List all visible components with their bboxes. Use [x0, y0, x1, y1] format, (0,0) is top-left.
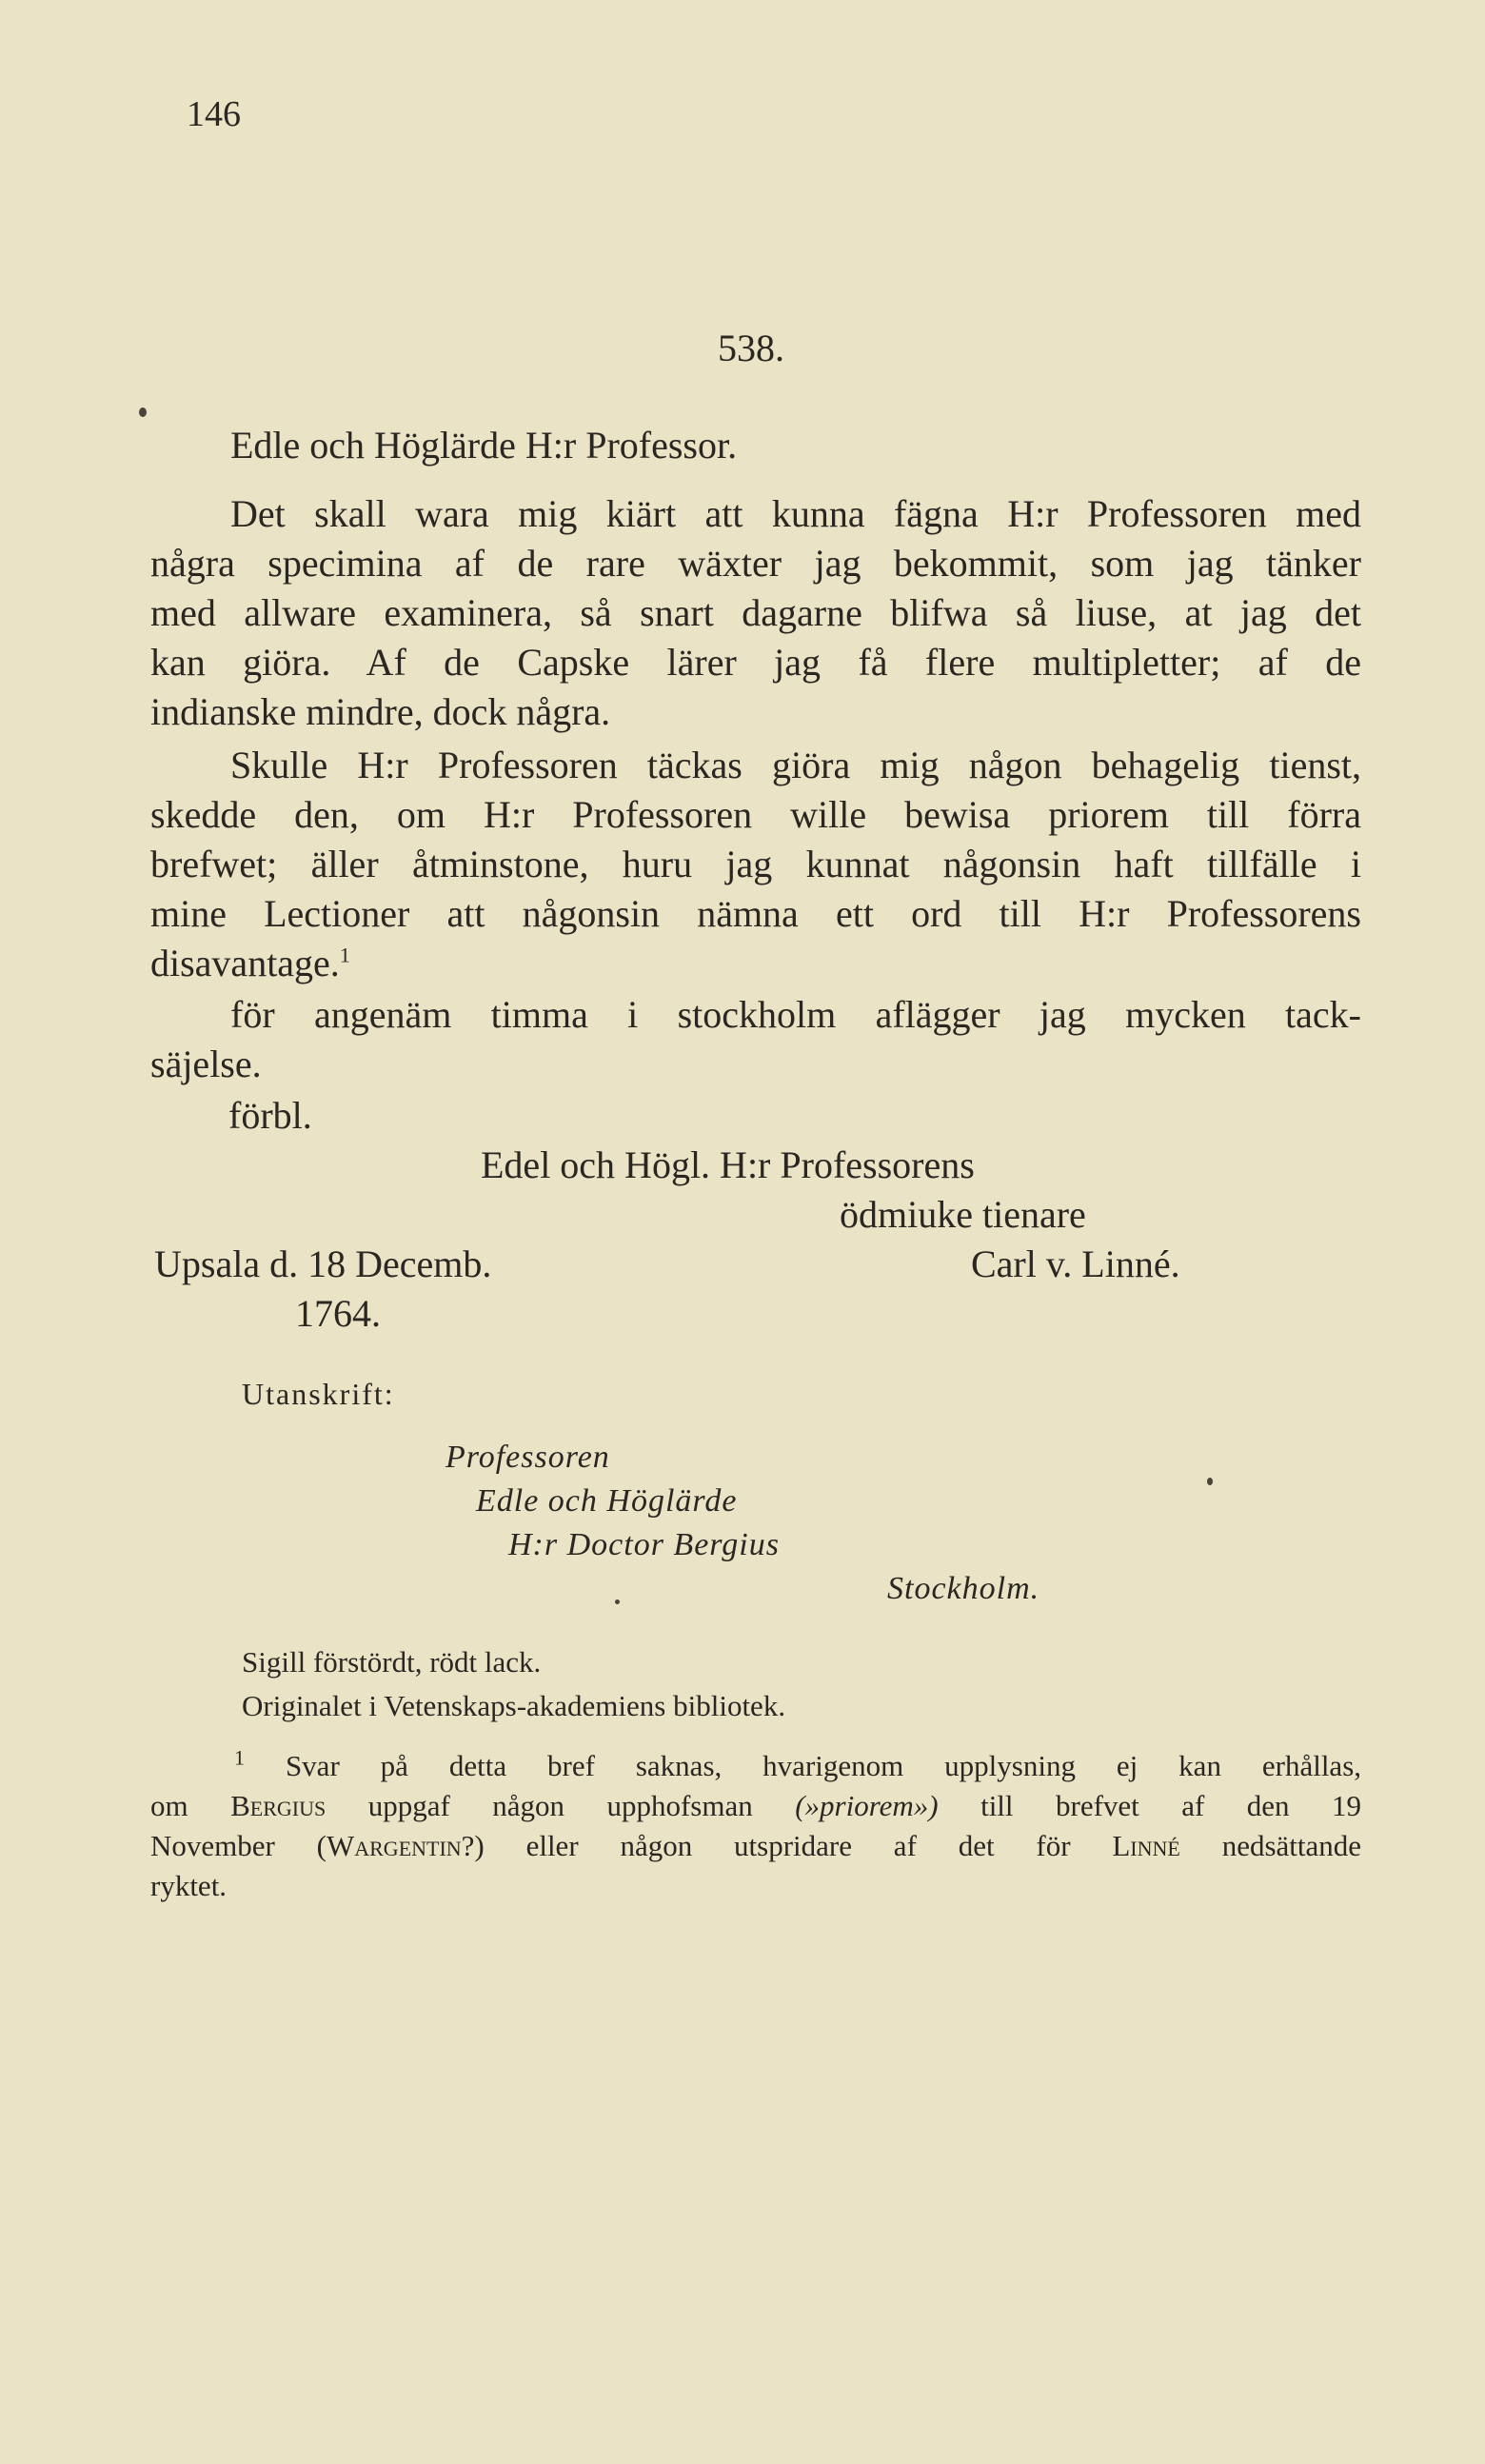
footnote-text: ?) eller någon utspridare af det för [461, 1829, 1071, 1862]
footnote-text: om [150, 1789, 188, 1822]
paragraph-1-line: kan giöra. Af de Capske lärer jag få flere multipletter; af de [150, 641, 1361, 684]
footnote-line-1 [150, 1746, 1361, 1786]
paragraph-2-line [150, 939, 1361, 988]
paragraph-2-line: brefwet; äller åtminstone, huru jag kunnat någonsin haft tillfälle i [150, 843, 1361, 885]
place-date: Upsala d. 18 Decemb. [154, 1242, 492, 1285]
address-line-2: Edle och Höglärde [476, 1483, 738, 1519]
salutation: Edle och Höglärde H:r Professor. [230, 424, 738, 467]
origin-note: Originalet i Vetenskaps-akademiens bibliotek. [242, 1689, 786, 1722]
footnote-line-2 [150, 1786, 1361, 1826]
footnote-name: Bergius [230, 1789, 327, 1822]
footnote-name: Wargentin [326, 1829, 462, 1862]
letter-number: 538. [718, 327, 784, 369]
footnote-text: nedsättande [1221, 1829, 1362, 1862]
footnote-line-1-text: Svar på detta bref saknas, hvarigenom upplysning ej kan erhållas, [285, 1749, 1362, 1782]
address-line-3: H:r Doctor Bergius [508, 1527, 780, 1562]
footnote-text: November ( [150, 1829, 327, 1862]
footnote-text: uppgaf någon upphofsman [367, 1789, 753, 1822]
address-heading: Utanskrift: [242, 1377, 395, 1411]
paragraph-1-line: några specimina af de rare wäxter jag bekommit, som jag tänker [150, 542, 1361, 585]
ink-speck [139, 407, 147, 417]
ink-speck [1207, 1478, 1213, 1485]
footnote-reference: 1 [339, 943, 350, 967]
closing-line-2: ödmiuke tienare [840, 1193, 1086, 1236]
paragraph-2-line: mine Lectioner att någonsin nämna ett ord till H:r Professorens [150, 892, 1361, 935]
address-line-4: Stockholm. [887, 1571, 1040, 1606]
closing-line-1: Edel och Högl. H:r Professorens [481, 1143, 975, 1186]
closing-farewell: förbl. [228, 1094, 312, 1137]
footnote-marker: 1 [234, 1745, 245, 1770]
paragraph-2-last-text: disavantage. [150, 942, 340, 984]
paragraph-3-line: för angenäm timma i stockholm aflägger jag mycken tack- [230, 993, 1361, 1036]
address-line-1: Professoren [446, 1440, 610, 1475]
page-number: 146 [187, 94, 241, 134]
footnote-line-3 [150, 1826, 1361, 1866]
paragraph-3 [150, 990, 1361, 1089]
seal-note: Sigill förstördt, rödt lack. [242, 1645, 542, 1679]
paragraph-1 [150, 489, 1361, 737]
footnote [150, 1746, 1361, 1906]
footnote-text: till brefvet af den 19 [980, 1789, 1362, 1822]
year: 1764. [295, 1292, 381, 1335]
ink-speck [615, 1600, 620, 1604]
footnote-name: Linné [1112, 1829, 1180, 1862]
paragraph-2-line: Skulle H:r Professoren täckas giöra mig någon behagelig tienst, [230, 744, 1361, 786]
paragraph-1-line: Det skall wara mig kiärt att kunna fägna H:r Professoren med [230, 492, 1361, 535]
paragraph-3-line: säjelse. [150, 1043, 262, 1085]
paragraph-1-line: med allware examinera, så snart dagarne blifwa så liuse, at jag det [150, 591, 1361, 634]
paragraph-2-line: skedde den, om H:r Professoren wille bewisa priorem till förra [150, 793, 1361, 836]
signature: Carl v. Linné. [971, 1242, 1180, 1285]
footnote-line-4: ryktet. [150, 1869, 228, 1902]
footnote-quote: (»priorem») [795, 1789, 939, 1822]
paragraph-1-line: indianske mindre, dock några. [150, 690, 611, 733]
paragraph-2 [150, 741, 1361, 988]
